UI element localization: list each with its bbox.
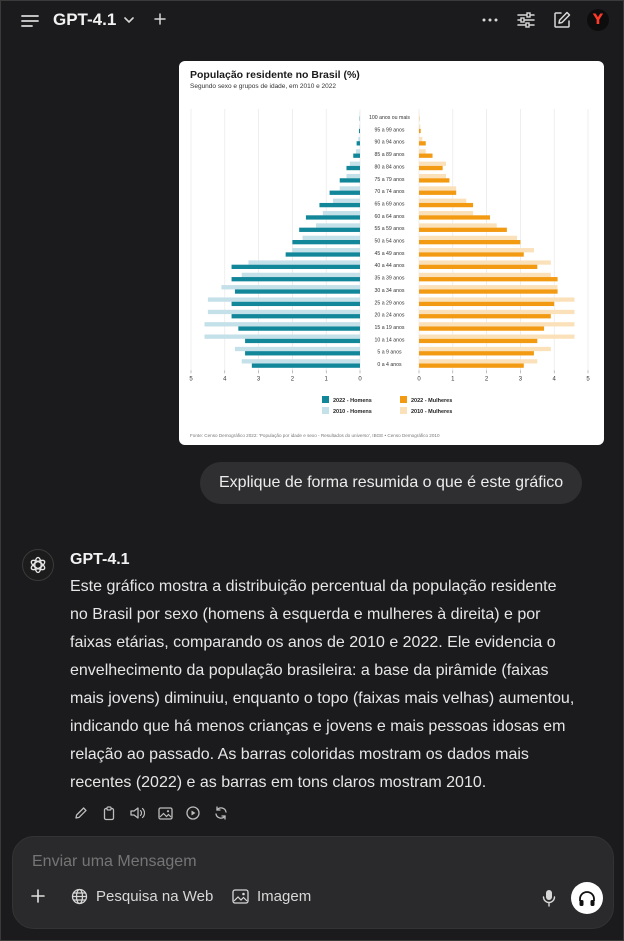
x-tick-label: 2 [484, 376, 489, 383]
chart-source: Fonte: Censo Demográfico 2022: 'População por idade e sexo - Resultados do universo', IBGE • Censo Demográfico 2010 [190, 433, 440, 438]
bar-men-2022 [232, 277, 360, 281]
bar-women-2010 [419, 260, 551, 264]
age-group-label: 35 a 39 anos [374, 275, 405, 282]
web-search-label: Pesquisa na Web [96, 888, 214, 905]
bar-men-2010 [292, 248, 360, 252]
x-tick-label: 5 [586, 376, 590, 383]
bar-men-2022 [245, 351, 360, 355]
bar-women-2022 [419, 302, 554, 306]
bar-women-2010 [419, 223, 497, 227]
user-message-text: Explique de forma resumida o que é este gráfico [219, 474, 564, 491]
x-tick-label: 1 [451, 376, 455, 383]
bar-women-2022 [419, 203, 473, 207]
population-pyramid-chart [179, 61, 604, 445]
legend-swatch [322, 407, 329, 414]
bar-men-2022 [235, 289, 360, 293]
settings-sliders-icon[interactable] [515, 9, 537, 31]
assistant-line: envelhecimento da população brasileira: a base da pirâmide (faixas [70, 662, 549, 679]
bar-men-2010 [208, 310, 360, 314]
bar-men-2010 [358, 137, 360, 141]
model-selector[interactable] [53, 9, 134, 31]
bar-women-2010 [419, 137, 422, 141]
assistant-name: GPT-4.1 [70, 551, 130, 568]
age-group-label: 70 a 74 anos [374, 189, 405, 196]
assistant-line: indicando que há menos crianças e jovens e mais pessoas idosas em [70, 718, 566, 735]
bar-women-2022 [419, 154, 433, 158]
bar-men-2010 [235, 347, 360, 351]
age-group-label: 5 a 9 anos [377, 349, 402, 356]
legend-label: 2010 - Mulheres [411, 408, 453, 415]
x-tick-label: 0 [358, 376, 362, 383]
bar-men-2022 [359, 129, 360, 133]
bar-women-2022 [419, 228, 507, 232]
bar-men-2010 [205, 322, 360, 326]
attached-chart-image[interactable] [179, 61, 604, 445]
bar-men-2010 [359, 125, 360, 129]
age-group-label: 90 a 94 anos [374, 139, 405, 146]
bar-men-2010 [340, 186, 360, 190]
bar-men-2022 [252, 364, 360, 368]
message-actions [73, 803, 229, 823]
bar-men-2010 [303, 236, 360, 240]
bar-men-2022 [346, 166, 360, 170]
bar-women-2010 [419, 248, 534, 252]
bar-women-2022 [419, 178, 449, 182]
age-group-label: 55 a 59 anos [374, 226, 405, 233]
edit-new-chat-icon[interactable] [551, 9, 573, 31]
bar-women-2022 [419, 364, 524, 368]
bar-men-2022 [306, 215, 360, 219]
legend-label: 2010 - Homens [333, 408, 372, 415]
bar-women-2010 [419, 310, 574, 314]
age-group-label: 15 a 19 anos [374, 324, 405, 331]
bar-men-2022 [319, 203, 360, 207]
bar-women-2010 [419, 125, 420, 129]
legend-label: 2022 - Mulheres [411, 397, 453, 404]
bar-men-2010 [333, 199, 360, 203]
microphone-button[interactable] [542, 889, 556, 907]
menu-icon[interactable] [19, 11, 41, 31]
bar-women-2010 [419, 162, 446, 166]
bar-men-2022 [232, 314, 360, 318]
bar-men-2010 [356, 149, 360, 153]
bar-women-2010 [419, 174, 446, 178]
age-group-label: 25 a 29 anos [374, 300, 405, 307]
age-group-label: 50 a 54 anos [374, 238, 405, 245]
bar-men-2010 [208, 297, 360, 301]
age-group-label: 65 a 69 anos [374, 201, 405, 208]
bar-women-2022 [419, 265, 537, 269]
bar-men-2022 [232, 302, 360, 306]
bar-women-2010 [419, 347, 551, 351]
regenerate-icon[interactable] [213, 803, 229, 823]
age-group-label: 100 anos ou mais [369, 115, 410, 121]
bar-women-2010 [419, 359, 537, 363]
bar-women-2022 [419, 351, 534, 355]
read-aloud-speaker-icon[interactable] [129, 803, 145, 823]
plus-icon [30, 888, 46, 904]
bar-women-2010 [419, 236, 517, 240]
age-group-label: 20 a 24 anos [374, 312, 405, 319]
bar-women-2022 [419, 289, 558, 293]
bar-women-2010 [419, 199, 466, 203]
age-group-label: 80 a 84 anos [374, 164, 405, 171]
bar-women-2022 [419, 277, 558, 281]
bar-women-2022 [419, 191, 456, 195]
microphone-icon [542, 889, 556, 907]
image-button[interactable] [232, 888, 311, 905]
x-tick-label: 3 [518, 376, 523, 383]
bar-men-2022 [340, 178, 360, 182]
web-search-button[interactable] [71, 888, 213, 905]
bar-women-2022 [419, 326, 544, 330]
chart-subtitle: Segundo sexo e grupos de idade, em 2010 e 2022 [190, 83, 337, 90]
message-input[interactable] [32, 853, 432, 871]
bar-men-2010 [221, 285, 360, 289]
top-bar [1, 1, 624, 41]
user-message-bubble [200, 462, 582, 504]
openai-logo-icon [22, 549, 54, 581]
bar-men-2010 [248, 260, 360, 264]
bar-men-2010 [316, 223, 360, 227]
age-group-label: 60 a 64 anos [374, 213, 405, 220]
play-video-icon[interactable] [185, 803, 201, 823]
bar-women-2022 [419, 129, 421, 133]
bar-men-2022 [292, 240, 360, 244]
globe-icon [71, 888, 88, 905]
age-group-label: 40 a 44 anos [374, 263, 405, 270]
bar-men-2022 [238, 326, 360, 330]
bar-women-2010 [419, 211, 473, 215]
message-composer [12, 836, 614, 929]
bar-women-2010 [419, 322, 574, 326]
bar-women-2022 [419, 314, 551, 318]
user-avatar[interactable]: Y [587, 9, 609, 31]
bar-women-2022 [419, 252, 524, 256]
bar-women-2010 [419, 285, 558, 289]
assistant-line: no Brasil por sexo (homens à esquerda e mulheres à direita) e por [70, 606, 541, 623]
image-label: Imagem [257, 888, 312, 905]
bar-women-2022 [419, 240, 520, 244]
copy-icon[interactable] [101, 803, 117, 823]
x-tick-label: 4 [552, 376, 556, 383]
bar-men-2022 [330, 191, 360, 195]
bar-men-2022 [232, 265, 360, 269]
x-tick-label: 2 [290, 376, 295, 383]
bar-men-2010 [242, 273, 360, 277]
bar-women-2010 [419, 297, 574, 301]
assistant-line: recentes (2022) e as barras em tons claros mostram 2010. [70, 774, 487, 791]
age-group-label: 30 a 34 anos [374, 287, 405, 294]
legend-label: 2022 - Homens [333, 397, 372, 404]
image-icon [232, 889, 249, 904]
legend-swatch [400, 396, 407, 403]
x-tick-label: 1 [324, 376, 328, 383]
bar-men-2010 [350, 162, 360, 166]
bar-men-2010 [205, 335, 360, 339]
model-name: GPT-4.1 [53, 10, 117, 29]
age-group-label: 0 a 4 anos [377, 362, 402, 368]
bar-men-2022 [357, 141, 360, 145]
bar-women-2010 [419, 186, 456, 190]
bar-men-2022 [286, 252, 360, 256]
bar-men-2010 [242, 359, 360, 363]
age-group-label: 75 a 79 anos [374, 176, 405, 183]
bar-men-2022 [245, 339, 360, 343]
x-tick-label: 0 [417, 376, 421, 383]
bar-men-2022 [353, 154, 360, 158]
age-group-label: 95 a 99 anos [374, 127, 405, 134]
x-tick-label: 4 [223, 376, 227, 383]
chart-title: População residente no Brasil (%) [190, 69, 360, 81]
add-attachment-button[interactable] [30, 888, 46, 904]
assistant-message-text [70, 573, 610, 797]
assistant-line: faixas etárias, comparando os anos de 2010 e 2022. Ele evidencia o [70, 634, 556, 651]
bar-women-2022 [419, 141, 426, 145]
age-group-label: 45 a 49 anos [374, 250, 405, 257]
assistant-line: mais jovens) diminuiu, enquanto o topo (faixas mais velhas) aumentou, [70, 690, 575, 707]
legend-swatch [322, 396, 329, 403]
headphones-icon [578, 890, 596, 907]
bar-men-2010 [323, 211, 360, 215]
bar-women-2022 [419, 339, 537, 343]
bar-women-2022 [419, 166, 443, 170]
legend-swatch [400, 407, 407, 414]
more-options-icon[interactable] [479, 11, 501, 29]
chevron-down-icon [124, 17, 134, 24]
bar-women-2010 [419, 273, 551, 277]
bar-men-2010 [346, 174, 360, 178]
edit-pencil-icon[interactable] [73, 803, 89, 823]
assistant-line: Este gráfico mostra a distribuição percentual da população residente [70, 578, 557, 595]
new-chat-plus-icon[interactable] [153, 12, 167, 26]
bar-women-2010 [419, 335, 574, 339]
voice-mode-button[interactable] [571, 882, 603, 914]
bar-men-2022 [299, 228, 360, 232]
image-icon[interactable] [157, 803, 173, 823]
age-group-label: 85 a 89 anos [374, 152, 405, 159]
bar-women-2010 [419, 149, 426, 153]
bar-women-2022 [419, 215, 490, 219]
x-tick-label: 5 [189, 376, 193, 383]
x-tick-label: 3 [256, 376, 261, 383]
assistant-line: relação ao passado. As barras coloridas mostram os dados mais [70, 746, 529, 763]
age-group-label: 10 a 14 anos [374, 337, 405, 344]
